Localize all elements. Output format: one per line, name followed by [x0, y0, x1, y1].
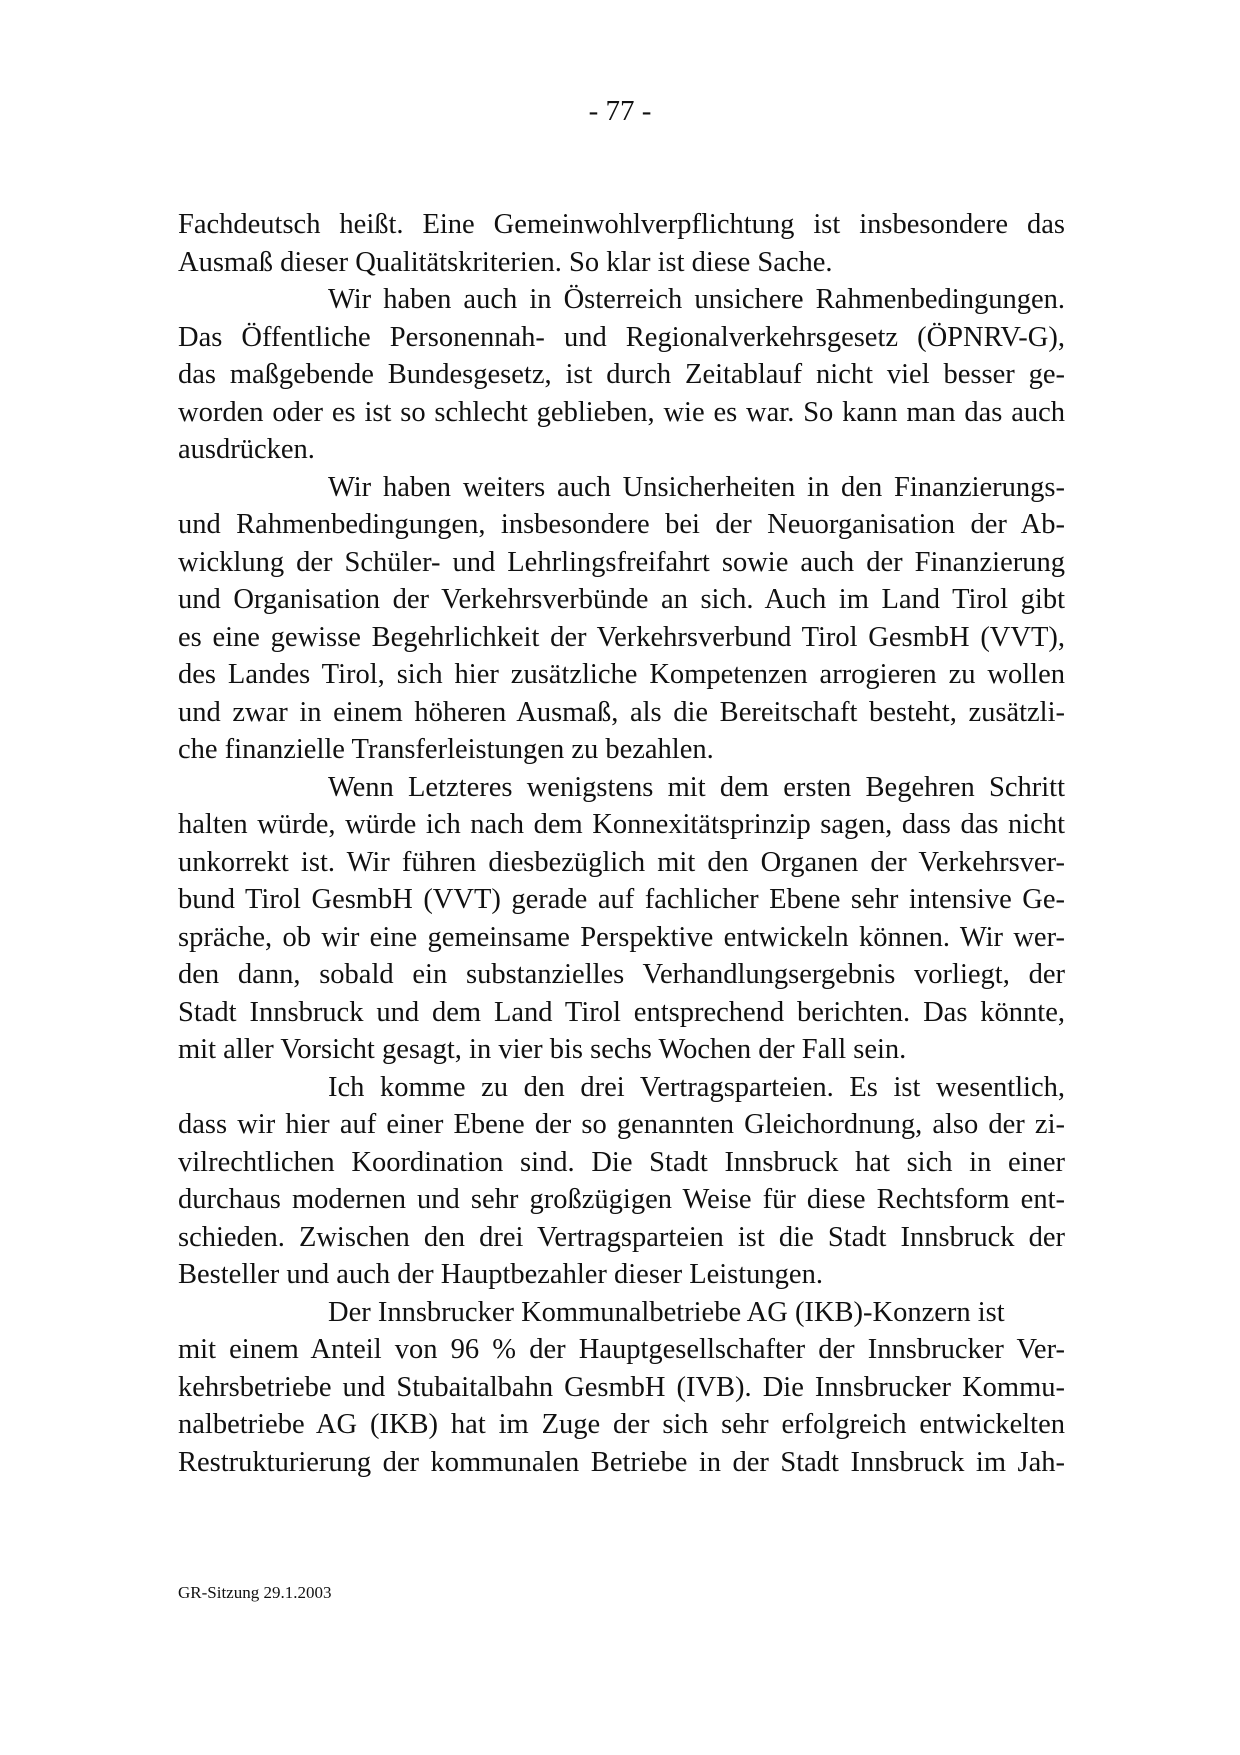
footer-session-date: GR-Sitzung 29.1.2003 [178, 1583, 332, 1602]
text-line: che finanzielle Transferleistungen zu bezahlen. [178, 734, 714, 765]
text-line: bund Tirol GesmbH (VVT) gerade auf fachlicher Ebene sehr intensive Ge- [178, 884, 1065, 915]
text-line: und zwar in einem höheren Ausmaß, als die Bereitschaft besteht, zusätzli- [178, 696, 1065, 728]
text-line: dass wir hier auf einer Ebene der so genannten Gleichordnung, also der zi- [178, 1109, 1065, 1140]
text-line: Restrukturierung der kommunalen Betriebe in der Stadt Innsbruck im Jah- [178, 1446, 1065, 1478]
text-line: Stadt Innsbruck und dem Land Tirol entsprechend berichten. Das könnte, [178, 996, 1065, 1028]
text-line: Wir haben auch in Österreich unsichere Rahmenbedingungen. [328, 284, 1065, 315]
page-number: - 77 - [588, 95, 652, 127]
text-line: und Rahmenbedingungen, insbesondere bei der Neuorganisation der Ab- [178, 509, 1065, 540]
text-line: Besteller und auch der Hauptbezahler dieser Leistungen. [178, 1259, 823, 1290]
text-line: Fachdeutsch heißt. Eine Gemeinwohlverpflichtung ist insbesondere das [178, 209, 1065, 240]
text-line: Wir haben weiters auch Unsicherheiten in den Finanzierungs- [328, 471, 1065, 503]
text-line: Ausmaß dieser Qualitätskriterien. So klar ist diese Sache. [178, 246, 833, 278]
text-line: den dann, sobald ein substanzielles Verhandlungsergebnis vorliegt, der [178, 959, 1065, 990]
text-line: schieden. Zwischen den drei Vertragsparteien ist die Stadt Innsbruck der [178, 1221, 1065, 1253]
text-line: durchaus modernen und sehr großzügigen Weise für diese Rechtsform ent- [178, 1184, 1065, 1215]
text-line: mit einem Anteil von 96 % der Hauptgesellschafter der Innsbrucker Ver- [178, 1334, 1065, 1365]
text-line: Wenn Letzteres wenigstens mit dem ersten Begehren Schritt [328, 771, 1065, 803]
text-line: kehrsbetriebe und Stubaitalbahn GesmbH (IVB). Die Innsbrucker Kommu- [178, 1371, 1065, 1403]
body-text [178, 206, 1065, 1481]
text-line: und Organisation der Verkehrsverbünde an sich. Auch im Land Tirol gibt [178, 584, 1065, 615]
text-line: nalbetriebe AG (IKB) hat im Zuge der sich sehr erfolgreich entwickelten [178, 1409, 1065, 1440]
text-line: spräche, ob wir eine gemeinsame Perspektive entwickeln können. Wir wer- [178, 921, 1065, 953]
text-line: vilrechtlichen Koordination sind. Die Stadt Innsbruck hat sich in einer [178, 1146, 1065, 1178]
text-line: wicklung der Schüler- und Lehrlingsfreifahrt sowie auch der Finanzierung [178, 546, 1065, 578]
text-line: Der Innsbrucker Kommunalbetriebe AG (IKB)-Konzern ist [328, 1296, 1005, 1328]
text-line: unkorrekt ist. Wir führen diesbezüglich mit den Organen der Verkehrsver- [178, 846, 1065, 878]
text-line: Ich komme zu den drei Vertragsparteien. Es ist wesentlich, [328, 1071, 1065, 1103]
text-line: ausdrücken. [178, 434, 315, 465]
text-line: Das Öffentliche Personennah- und Regionalverkehrsgesetz (ÖPNRV-G), [178, 321, 1065, 353]
text-line: das maßgebende Bundesgesetz, ist durch Zeitablauf nicht viel besser ge- [178, 359, 1065, 390]
text-line: es eine gewisse Begehrlichkeit der Verkehrsverbund Tirol GesmbH (VVT), [178, 621, 1065, 653]
text-line: mit aller Vorsicht gesagt, in vier bis sechs Wochen der Fall sein. [178, 1034, 907, 1065]
text-line: worden oder es ist so schlecht geblieben, wie es war. So kann man das auch [178, 396, 1065, 428]
text-line: des Landes Tirol, sich hier zusätzliche Kompetenzen arrogieren zu wollen [178, 659, 1065, 690]
text-line: halten würde, würde ich nach dem Konnexitätsprinzip sagen, dass das nicht [178, 809, 1065, 840]
